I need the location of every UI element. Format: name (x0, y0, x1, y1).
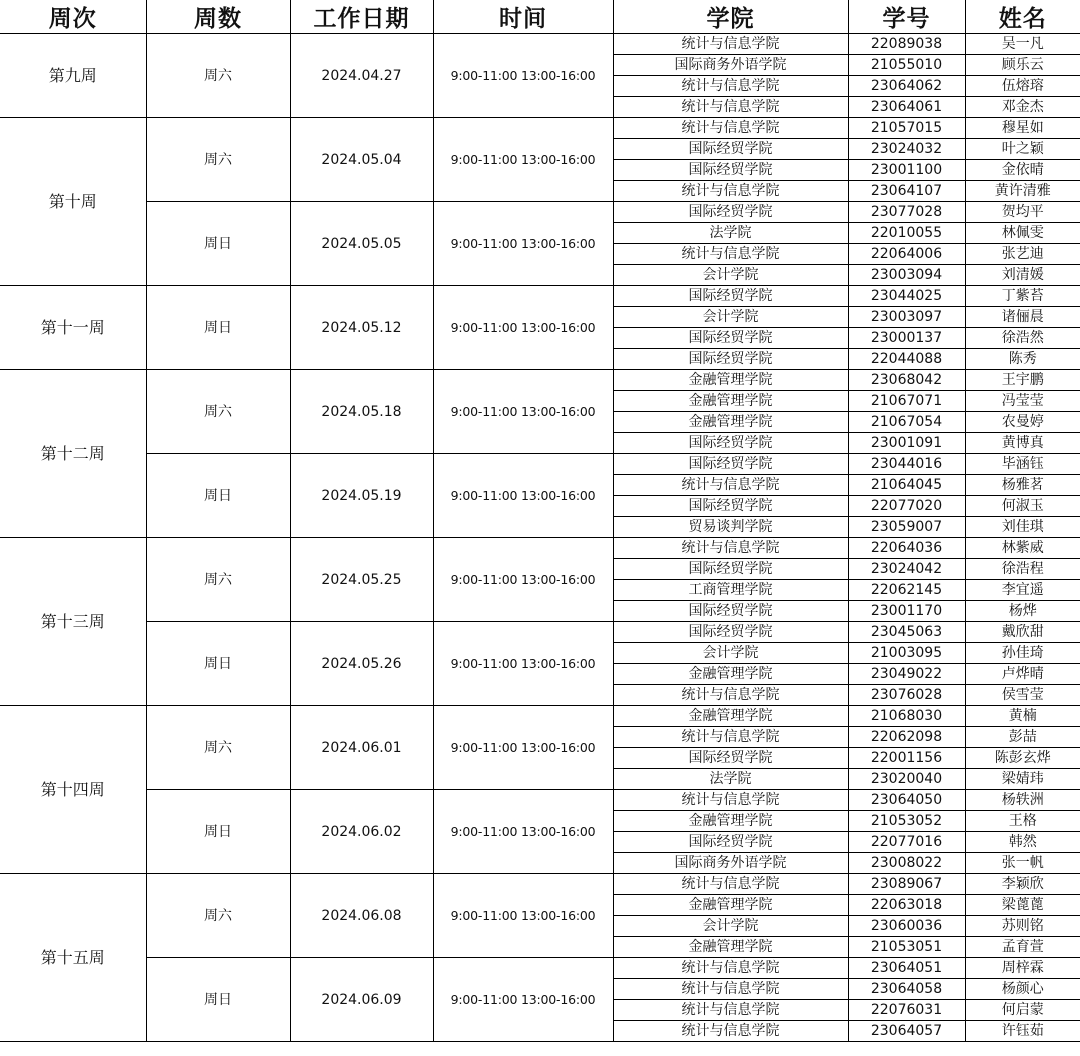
table-row (0, 202, 1080, 223)
time-cell: 9:00-11:00 13:00-16:00 (433, 958, 613, 1042)
student-id-cell: 23064051 (848, 958, 965, 979)
student-id-cell: 23049022 (848, 664, 965, 685)
student-id-cell: 21053052 (848, 811, 965, 832)
time-cell: 9:00-11:00 13:00-16:00 (433, 202, 613, 286)
name-cell: 卢烨晴 (965, 664, 1080, 685)
name-cell: 刘佳琪 (965, 517, 1080, 538)
table-row (0, 118, 1080, 139)
school-cell: 会计学院 (613, 643, 848, 664)
school-cell: 统计与信息学院 (613, 979, 848, 1000)
student-id-cell: 23076028 (848, 685, 965, 706)
day-cell: 周六 (146, 706, 290, 790)
name-cell: 顾乐云 (965, 55, 1080, 76)
table-row (0, 370, 1080, 391)
header-name: 姓名 (965, 0, 1080, 34)
day-cell: 周日 (146, 958, 290, 1042)
name-cell: 林佩雯 (965, 223, 1080, 244)
student-id-cell: 22010055 (848, 223, 965, 244)
name-cell: 何淑玉 (965, 496, 1080, 517)
student-id-cell: 23020040 (848, 769, 965, 790)
school-cell: 金融管理学院 (613, 370, 848, 391)
school-cell: 统计与信息学院 (613, 34, 848, 55)
student-id-cell: 23068042 (848, 370, 965, 391)
student-id-cell: 23000137 (848, 328, 965, 349)
date-cell: 2024.06.09 (290, 958, 433, 1042)
name-cell: 韩然 (965, 832, 1080, 853)
student-id-cell: 21067071 (848, 391, 965, 412)
name-cell: 徐浩然 (965, 328, 1080, 349)
time-cell: 9:00-11:00 13:00-16:00 (433, 118, 613, 202)
school-cell: 国际经贸学院 (613, 160, 848, 181)
school-cell: 工商管理学院 (613, 580, 848, 601)
week-cell: 第十周 (0, 118, 146, 286)
student-id-cell: 22062145 (848, 580, 965, 601)
table-row (0, 538, 1080, 559)
school-cell: 国际经贸学院 (613, 202, 848, 223)
day-cell: 周日 (146, 202, 290, 286)
student-id-cell: 23001091 (848, 433, 965, 454)
student-id-cell: 21055010 (848, 55, 965, 76)
name-cell: 王格 (965, 811, 1080, 832)
week-cell: 第九周 (0, 34, 146, 118)
student-id-cell: 22001156 (848, 748, 965, 769)
date-cell: 2024.05.18 (290, 370, 433, 454)
school-cell: 会计学院 (613, 265, 848, 286)
name-cell: 冯莹莹 (965, 391, 1080, 412)
school-cell: 统计与信息学院 (613, 181, 848, 202)
student-id-cell: 21053051 (848, 937, 965, 958)
school-cell: 国际商务外语学院 (613, 55, 848, 76)
student-id-cell: 23064061 (848, 97, 965, 118)
school-cell: 金融管理学院 (613, 811, 848, 832)
student-id-cell: 22062098 (848, 727, 965, 748)
school-cell: 法学院 (613, 223, 848, 244)
name-cell: 张艺迪 (965, 244, 1080, 265)
school-cell: 统计与信息学院 (613, 1000, 848, 1021)
student-id-cell: 23001170 (848, 601, 965, 622)
name-cell: 吴一凡 (965, 34, 1080, 55)
student-id-cell: 21057015 (848, 118, 965, 139)
date-cell: 2024.06.08 (290, 874, 433, 958)
name-cell: 许钰茹 (965, 1021, 1080, 1042)
date-cell: 2024.05.19 (290, 454, 433, 538)
table-row (0, 706, 1080, 727)
name-cell: 伍熔瑢 (965, 76, 1080, 97)
time-cell: 9:00-11:00 13:00-16:00 (433, 538, 613, 622)
week-cell: 第十一周 (0, 286, 146, 370)
student-id-cell: 23003097 (848, 307, 965, 328)
name-cell: 周梓霖 (965, 958, 1080, 979)
school-cell: 统计与信息学院 (613, 76, 848, 97)
table-row (0, 958, 1080, 979)
school-cell: 法学院 (613, 769, 848, 790)
header-week: 周次 (0, 0, 146, 34)
day-cell: 周六 (146, 370, 290, 454)
school-cell: 统计与信息学院 (613, 727, 848, 748)
student-id-cell: 22077016 (848, 832, 965, 853)
header-school: 学院 (613, 0, 848, 34)
date-cell: 2024.05.25 (290, 538, 433, 622)
header-student-id: 学号 (848, 0, 965, 34)
school-cell: 统计与信息学院 (613, 244, 848, 265)
student-id-cell: 23064107 (848, 181, 965, 202)
time-cell: 9:00-11:00 13:00-16:00 (433, 454, 613, 538)
student-id-cell: 23001100 (848, 160, 965, 181)
day-cell: 周日 (146, 790, 290, 874)
student-id-cell: 23060036 (848, 916, 965, 937)
name-cell: 戴欣甜 (965, 622, 1080, 643)
day-cell: 周六 (146, 874, 290, 958)
name-cell: 梁婧玮 (965, 769, 1080, 790)
name-cell: 金依晴 (965, 160, 1080, 181)
name-cell: 梁蓖蓖 (965, 895, 1080, 916)
name-cell: 杨雅茗 (965, 475, 1080, 496)
table-row (0, 454, 1080, 475)
name-cell: 苏则铭 (965, 916, 1080, 937)
date-cell: 2024.04.27 (290, 34, 433, 118)
school-cell: 国际经贸学院 (613, 832, 848, 853)
school-cell: 会计学院 (613, 916, 848, 937)
school-cell: 国际经贸学院 (613, 622, 848, 643)
school-cell: 统计与信息学院 (613, 790, 848, 811)
name-cell: 丁紫苔 (965, 286, 1080, 307)
header-row (0, 0, 1080, 34)
name-cell: 彭喆 (965, 727, 1080, 748)
school-cell: 贸易谈判学院 (613, 517, 848, 538)
name-cell: 杨烨 (965, 601, 1080, 622)
school-cell: 国际经贸学院 (613, 748, 848, 769)
student-id-cell: 23064057 (848, 1021, 965, 1042)
name-cell: 李颖欣 (965, 874, 1080, 895)
name-cell: 侯雪莹 (965, 685, 1080, 706)
student-id-cell: 22064006 (848, 244, 965, 265)
day-cell: 周日 (146, 454, 290, 538)
date-cell: 2024.05.04 (290, 118, 433, 202)
student-id-cell: 23059007 (848, 517, 965, 538)
name-cell: 穆星如 (965, 118, 1080, 139)
student-id-cell: 23089067 (848, 874, 965, 895)
student-id-cell: 23064050 (848, 790, 965, 811)
date-cell: 2024.05.26 (290, 622, 433, 706)
name-cell: 杨颜心 (965, 979, 1080, 1000)
name-cell: 毕涵钰 (965, 454, 1080, 475)
student-id-cell: 21064045 (848, 475, 965, 496)
name-cell: 林紫威 (965, 538, 1080, 559)
day-cell: 周六 (146, 118, 290, 202)
student-id-cell: 23077028 (848, 202, 965, 223)
name-cell: 刘清媛 (965, 265, 1080, 286)
school-cell: 国际经贸学院 (613, 328, 848, 349)
table-row (0, 622, 1080, 643)
day-cell: 周六 (146, 34, 290, 118)
name-cell: 农曼婷 (965, 412, 1080, 433)
name-cell: 陈秀 (965, 349, 1080, 370)
name-cell: 徐浩程 (965, 559, 1080, 580)
student-id-cell: 22076031 (848, 1000, 965, 1021)
table-row (0, 874, 1080, 895)
school-cell: 金融管理学院 (613, 895, 848, 916)
student-id-cell: 23024042 (848, 559, 965, 580)
week-cell: 第十五周 (0, 874, 146, 1042)
name-cell: 诸俪晨 (965, 307, 1080, 328)
header-day: 周数 (146, 0, 290, 34)
header-date: 工作日期 (290, 0, 433, 34)
student-id-cell: 23044025 (848, 286, 965, 307)
school-cell: 统计与信息学院 (613, 118, 848, 139)
school-cell: 国际经贸学院 (613, 496, 848, 517)
date-cell: 2024.06.01 (290, 706, 433, 790)
student-id-cell: 21003095 (848, 643, 965, 664)
name-cell: 黄楠 (965, 706, 1080, 727)
student-id-cell: 23064058 (848, 979, 965, 1000)
time-cell: 9:00-11:00 13:00-16:00 (433, 34, 613, 118)
name-cell: 张一帆 (965, 853, 1080, 874)
name-cell: 邓金杰 (965, 97, 1080, 118)
table-row (0, 34, 1080, 55)
student-id-cell: 23008022 (848, 853, 965, 874)
school-cell: 统计与信息学院 (613, 685, 848, 706)
school-cell: 国际经贸学院 (613, 349, 848, 370)
school-cell: 国际经贸学院 (613, 139, 848, 160)
time-cell: 9:00-11:00 13:00-16:00 (433, 790, 613, 874)
day-cell: 周日 (146, 622, 290, 706)
school-cell: 国际经贸学院 (613, 433, 848, 454)
student-id-cell: 22044088 (848, 349, 965, 370)
table-row (0, 286, 1080, 307)
school-cell: 会计学院 (613, 307, 848, 328)
date-cell: 2024.06.02 (290, 790, 433, 874)
school-cell: 金融管理学院 (613, 664, 848, 685)
name-cell: 陈彭玄烨 (965, 748, 1080, 769)
name-cell: 杨轶洲 (965, 790, 1080, 811)
week-cell: 第十四周 (0, 706, 146, 874)
time-cell: 9:00-11:00 13:00-16:00 (433, 370, 613, 454)
week-cell: 第十二周 (0, 370, 146, 538)
school-cell: 金融管理学院 (613, 937, 848, 958)
header-time: 时间 (433, 0, 613, 34)
student-id-cell: 23024032 (848, 139, 965, 160)
day-cell: 周日 (146, 286, 290, 370)
time-cell: 9:00-11:00 13:00-16:00 (433, 874, 613, 958)
name-cell: 王宇鹏 (965, 370, 1080, 391)
school-cell: 统计与信息学院 (613, 958, 848, 979)
school-cell: 统计与信息学院 (613, 97, 848, 118)
school-cell: 金融管理学院 (613, 706, 848, 727)
student-id-cell: 22077020 (848, 496, 965, 517)
time-cell: 9:00-11:00 13:00-16:00 (433, 622, 613, 706)
school-cell: 国际经贸学院 (613, 559, 848, 580)
student-id-cell: 21068030 (848, 706, 965, 727)
student-id-cell: 23045063 (848, 622, 965, 643)
school-cell: 统计与信息学院 (613, 874, 848, 895)
student-id-cell: 22089038 (848, 34, 965, 55)
name-cell: 孟育萱 (965, 937, 1080, 958)
student-id-cell: 23003094 (848, 265, 965, 286)
name-cell: 孙佳琦 (965, 643, 1080, 664)
name-cell: 何启蒙 (965, 1000, 1080, 1021)
student-id-cell: 22063018 (848, 895, 965, 916)
school-cell: 统计与信息学院 (613, 475, 848, 496)
date-cell: 2024.05.12 (290, 286, 433, 370)
school-cell: 金融管理学院 (613, 412, 848, 433)
school-cell: 统计与信息学院 (613, 1021, 848, 1042)
student-id-cell: 21067054 (848, 412, 965, 433)
day-cell: 周六 (146, 538, 290, 622)
table-body (0, 34, 1080, 1042)
date-cell: 2024.05.05 (290, 202, 433, 286)
name-cell: 黄博真 (965, 433, 1080, 454)
school-cell: 国际商务外语学院 (613, 853, 848, 874)
school-cell: 国际经贸学院 (613, 454, 848, 475)
table-row (0, 790, 1080, 811)
student-id-cell: 23064062 (848, 76, 965, 97)
time-cell: 9:00-11:00 13:00-16:00 (433, 706, 613, 790)
time-cell: 9:00-11:00 13:00-16:00 (433, 286, 613, 370)
school-cell: 统计与信息学院 (613, 538, 848, 559)
student-id-cell: 22064036 (848, 538, 965, 559)
school-cell: 国际经贸学院 (613, 601, 848, 622)
name-cell: 贺均平 (965, 202, 1080, 223)
student-id-cell: 23044016 (848, 454, 965, 475)
school-cell: 国际经贸学院 (613, 286, 848, 307)
name-cell: 黄许清雅 (965, 181, 1080, 202)
name-cell: 叶之颖 (965, 139, 1080, 160)
school-cell: 金融管理学院 (613, 391, 848, 412)
week-cell: 第十三周 (0, 538, 146, 706)
name-cell: 李宜遥 (965, 580, 1080, 601)
